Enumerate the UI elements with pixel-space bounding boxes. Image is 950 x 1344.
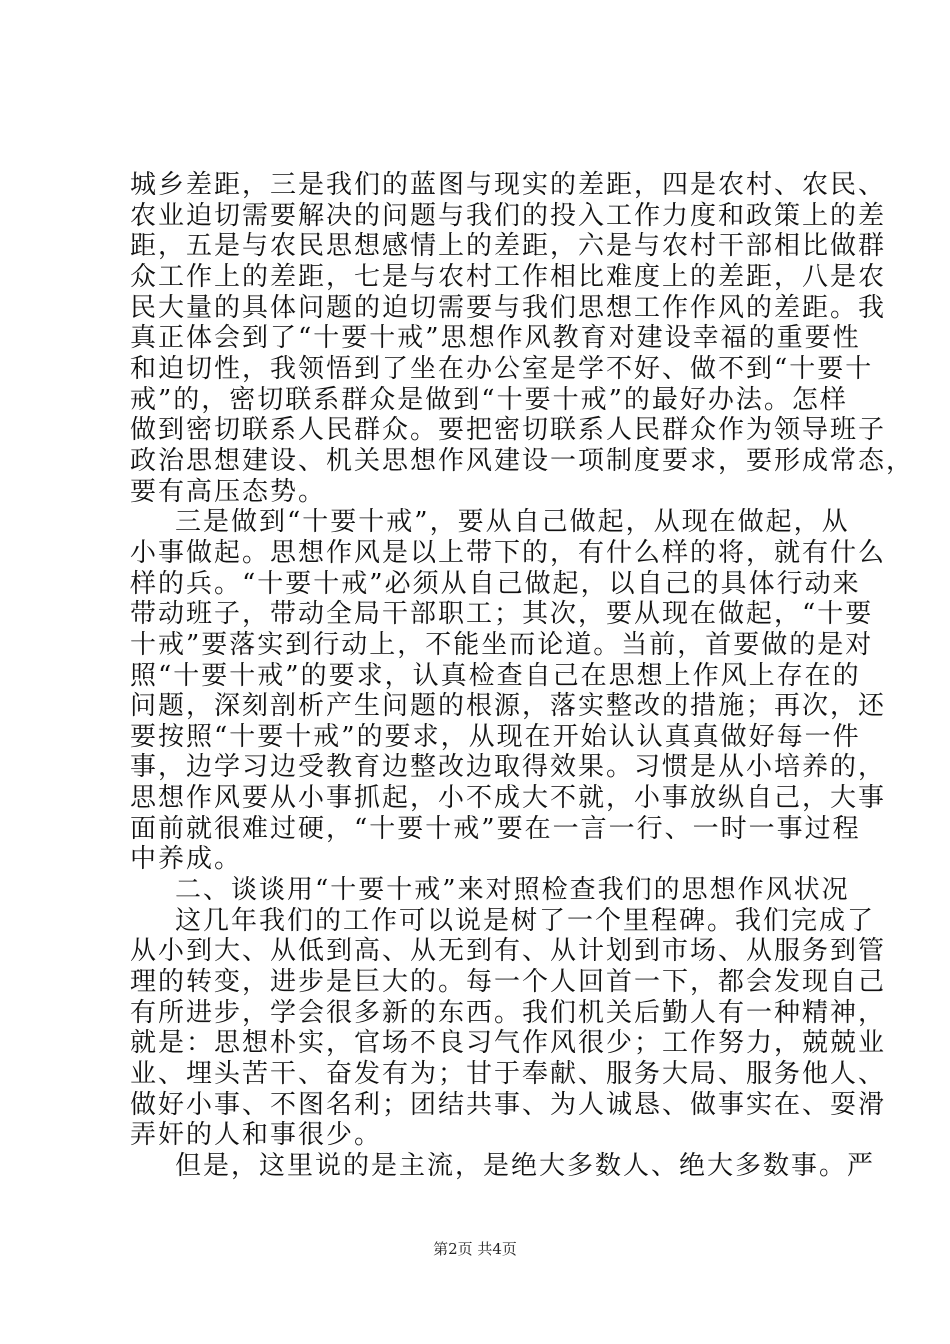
text-line: 从小到大、从低到高、从无到有、从计划到市场、从服务到管 <box>130 936 887 966</box>
text-line: 做好小事、不图名利；团结共事、为人诚恳、做事实在、耍滑 <box>130 1090 887 1120</box>
text-line: 政治思想建设、机关思想作风建设一项制度要求，要形成常态， <box>130 446 915 476</box>
text-line: 众工作上的差距，七是与农村工作相比难度上的差距，八是农 <box>130 262 887 292</box>
text-line: 戒”的，密切联系群众是做到“十要十戒”的最好办法。怎样 <box>130 385 848 415</box>
text-line: 农业迫切需要解决的问题与我们的投入工作力度和政策上的差 <box>130 201 887 231</box>
text-line: 带动班子，带动全局干部职工；其次，要从现在做起，“十要 <box>130 599 874 629</box>
page-number-footer: 第2页 共4页 <box>433 1240 517 1258</box>
text-line: 距，五是与农民思想感情上的差距，六是与农村干部相比做群 <box>130 231 887 261</box>
text-line: 民大量的具体问题的迫切需要与我们思想工作作风的差距。我 <box>130 293 887 323</box>
text-line: 思想作风要从小事抓起，小不成大不就，小事放纵自己，大事 <box>130 783 887 813</box>
text-line: 弄奸的人和事很少。 <box>130 1120 383 1150</box>
text-line: 和迫切性，我领悟到了坐在办公室是学不好、做不到“十要十 <box>130 354 874 384</box>
text-line: 有所进步，学会很多新的东西。我们机关后勤人有一种精神， <box>130 998 887 1028</box>
text-line: 事，边学习边受教育边整改边取得效果。习惯是从小培养的， <box>130 752 887 782</box>
text-line: 做到密切联系人民群众。要把密切联系人民群众作为领导班子 <box>130 415 887 445</box>
paragraph-first-line: 但是，这里说的是主流，是绝大多数人、绝大多数事。严 <box>175 1151 876 1181</box>
text-line: 城乡差距，三是我们的蓝图与现实的差距，四是农村、农民、 <box>130 170 887 200</box>
text-line: 理的转变，进步是巨大的。每一个人回首一下，都会发现自己 <box>130 967 887 997</box>
text-line: 就是：思想朴实，官场不良习气作风很少；工作努力，兢兢业 <box>130 1028 887 1058</box>
text-line: 面前就很难过硬，“十要十戒”要在一言一行、一时一事过程 <box>130 814 861 844</box>
text-line: 要有高压态势。 <box>130 477 327 507</box>
text-line: 小事做起。思想作风是以上带下的，有什么样的将，就有什么 <box>130 538 887 568</box>
paragraph-first-line: 这几年我们的工作可以说是树了一个里程碑。我们完成了 <box>175 906 876 936</box>
text-line: 业、埋头苦干、奋发有为；甘于奉献、服务大局、服务他人、 <box>130 1059 887 1089</box>
text-line: 照“十要十戒”的要求，认真检查自己在思想上作风上存在的 <box>130 661 861 691</box>
section-heading: 二、谈谈用“十要十戒”来对照检查我们的思想作风状况 <box>175 875 850 905</box>
text-line: 样的兵。“十要十戒”必须从自己做起，以自己的具体行动来 <box>130 569 861 599</box>
text-line: 中养成。 <box>130 844 243 874</box>
paragraph-first-line: 三是做到“十要十戒”，要从自己做起，从现在做起，从 <box>175 507 850 537</box>
text-line: 要按照“十要十戒”的要求，从现在开始认认真真做好每一件 <box>130 722 861 752</box>
text-line: 问题，深刻剖析产生问题的根源，落实整改的措施；再次，还 <box>130 691 887 721</box>
text-line: 真正体会到了“十要十戒”思想作风教育对建设幸福的重要性 <box>130 323 861 353</box>
text-line: 十戒”要落实到行动上，不能坐而论道。当前，首要做的是对 <box>130 630 874 660</box>
